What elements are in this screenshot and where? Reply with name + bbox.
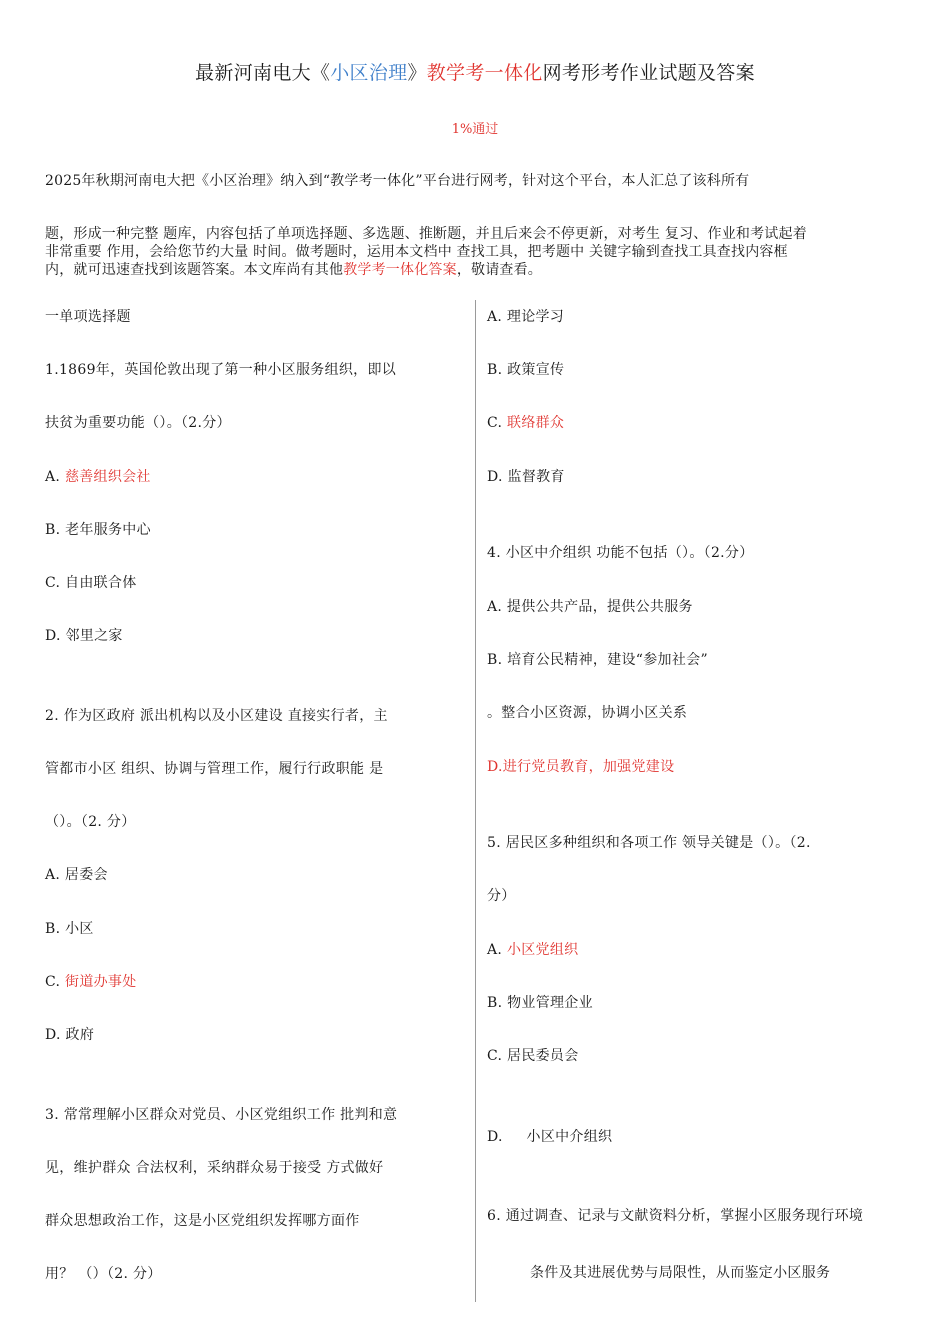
q5-option-a: A. 小区党组织 [487,942,579,958]
q3-option-a: A. 理论学习 [487,309,565,325]
q6-text-line-2: 条件及其进展优势与局限性，从而鉴定小区服务 [530,1265,831,1281]
q2-answer: 街道办事处 [65,974,137,990]
q3-text-line-4: 用？ （）（2. 分） [45,1266,162,1282]
q3-option-d: D. 监督教育 [487,469,565,485]
q3-text-line-1: 3. 常常理解小区群众对党员、小区党组织工作 批判和意 [45,1107,398,1123]
title-part-1: 最新河南电大《 [195,62,331,84]
page-subtitle: 1%通过 [451,122,499,137]
q4-option-a: A. 提供公共产品，提供公共服务 [487,599,693,615]
intro-line-2: 题，形成一种完整 题库，内容包括了单项选择题、多选题、推断题，并且后来会不停更新，对考生 复习、作业和考试起着 [45,226,807,242]
q3-text-line-3: 群众思想政治工作，这是小区党组织发挥哪方面作 [45,1213,360,1229]
q2-option-a: A. 居委会 [45,867,108,883]
q6-text-line-1: 6. 通过调查、记录与文献资料分析，掌握小区服务现行环境 [487,1208,864,1224]
q1-answer: 慈善组织会社 [64,469,151,485]
q5-option-c: C. 居民委员会 [487,1048,579,1064]
section-heading: 一单项选择题 [45,309,131,325]
intro-text-end: ，敬请查看。 [456,262,543,278]
intro-line-1: 2025年秋期河南电大把《小区治理》纳入到“教学考一体化”平台进行网考，针对这个平台，本人汇总了该科所有 [45,173,750,189]
q5-text-line-1: 5. 居民区多种组织和各项工作 领导关键是（）。（2. [487,835,811,851]
q3-option-c: C. 联络群众 [487,415,565,431]
q3-option-b: B. 政策宣传 [487,362,565,378]
page-title [0,58,950,85]
q1-option-b: B. 老年服务中心 [45,522,151,538]
q5-option-b: B. 物业管理企业 [487,995,593,1011]
q2-text-line-3: （）。（2. 分） [45,814,136,830]
q4-option-c: 。整合小区资源，协调小区关系 [487,705,688,721]
title-highlight: 教学考一体化 [426,62,543,84]
q1-option-a: A. 慈善组织会社 [45,469,151,485]
q1-option-d: D. 邻里之家 [45,628,123,644]
q2-text-line-1: 2. 作为区政府 派出机构以及小区建设 直接实行者，主 [45,708,388,724]
intro-line-3: 非常重要 作用，会给您节约大量 时间。做考题时，运用本文档中 查找工具，把考题中 关键字输到查找工具查找内容框 [45,244,788,260]
title-part-5: 网考形考作业试题及答案 [542,62,755,84]
intro-text: 内，就可迅速查找到该题答案。本文库尚有其他 [45,262,344,278]
q4-text-line-1: 4. 小区中介组织 功能不包括（）。（2.分） [487,545,754,561]
q3-answer: 联络群众 [507,415,565,431]
q4-answer: D.进行党员教育，加强党建设 [487,759,675,775]
q1-text-line-1: 1.1869年，英国伦敦出现了第一种小区服务组织，即以 [45,362,397,378]
q3-text-line-2: 见，维护群众 合法权利，采纳群众易于接受 方式做好 [45,1160,384,1176]
column-divider [475,300,476,1302]
q1-option-c: C. 自由联合体 [45,575,137,591]
q5-text-line-2: 分） [487,888,516,904]
q2-text-line-2: 管都市小区 组织、协调与管理工作，履行行政职能 是 [45,761,384,777]
q5-answer: 小区党组织 [506,942,579,958]
intro-line-4 [45,259,542,279]
title-part-3: 》 [407,62,427,84]
q1-text-line-2: 扶贫为重要功能（）。（2.分） [45,415,231,431]
q4-option-b: B. 培育公民精神，建设“参加社会” [487,652,708,668]
q2-option-d: D. 政府 [45,1027,95,1043]
q5-option-d: D. 小区中介组织 [487,1129,613,1145]
q2-option-c: C. 街道办事处 [45,974,137,990]
q2-option-b: B. 小区 [45,921,94,937]
title-course-name: 小区治理 [330,62,408,84]
intro-link[interactable]: 教学考一体化答案 [343,262,457,278]
